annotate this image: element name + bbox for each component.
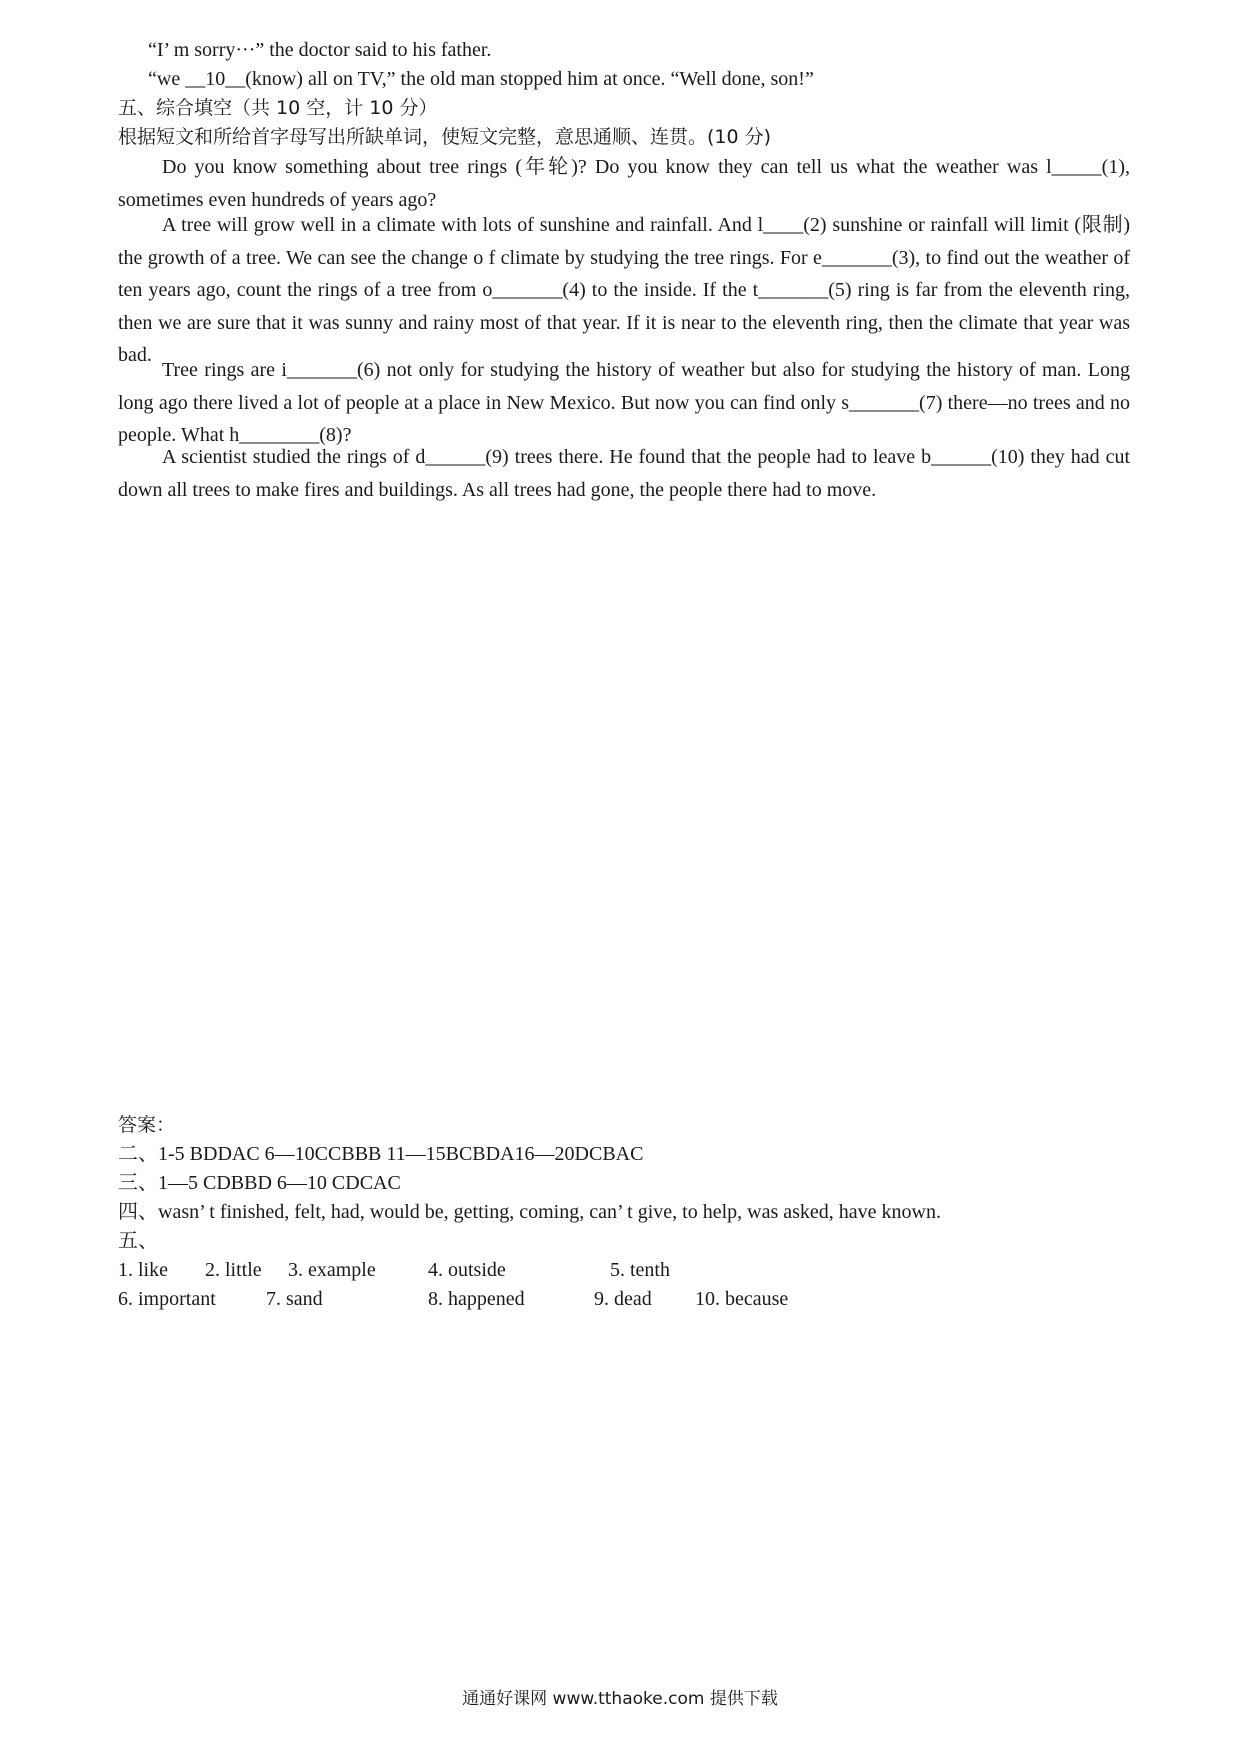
passage-paragraph-3: Tree rings are i_______(6) not only for studying the history of weather but also for studying the history of man. Long long ago there lived a lot of people at a place in New Mexico. But now you can find only s_______(7) there—no trees and no people. What h________(8)?: [118, 359, 1130, 446]
answers-section-5-row-1: [118, 1258, 1018, 1282]
answer-item: 5. tenth: [610, 1259, 670, 1281]
answers-section-4: 四、wasn’ t finished, felt, had, would be, getting, coming, can’ t give, to help, was asked, have known.: [118, 1201, 941, 1223]
answers-section-3: 三、1—5 CDBBD 6—10 CDCAC: [118, 1172, 401, 1194]
passage-paragraph-1: Do you know something about tree rings (年轮)? Do you know they can tell us what the weather was l_____(1), sometimes even hundreds of years ago?: [118, 156, 1130, 211]
section-instruction: 根据短文和所给首字母写出所缺单词，使短文完整，意思通顺、连贯。(10 分): [118, 126, 772, 148]
answer-item: 3. example: [288, 1259, 376, 1281]
answer-item: 8. happened: [428, 1288, 525, 1310]
answer-item: 7. sand: [266, 1288, 323, 1310]
dialogue-line-2: “we __10__(know) all on TV,” the old man stopped him at once. “Well done, son!”: [148, 68, 814, 90]
page-footer: 通通好课网 www.tthaoke.com 提供下载: [462, 1689, 778, 1709]
answer-item: 10. because: [695, 1288, 789, 1310]
passage-paragraph-4: A scientist studied the rings of d______(9) trees there. He found that the people had to leave b______(10) they had cut down all trees to make fires and buildings. As all trees had gone, the people there had to move.: [118, 446, 1130, 501]
answer-item: 9. dead: [594, 1288, 652, 1310]
section-heading: 五、综合填空（共 10 空，计 10 分）: [118, 97, 438, 119]
answer-item: 4. outside: [428, 1259, 506, 1281]
answers-section-5-row-2: [118, 1287, 1018, 1311]
passage-paragraph-2: A tree will grow well in a climate with lots of sunshine and rainfall. And l____(2) sunshine or rainfall will limit (限制) the growth of a tree. We can see the change o f climate by studying the tree rings. For e_______(3), to find out the weather of ten years ago, count the rings of a tree from o_______(4) to the inside. If the t_______(5) ring is far from the eleventh ring, then we are sure that it was sunny and rainy most of that year. If it is near to the eleventh ring, then the climate that year was bad.: [118, 214, 1130, 366]
answers-section-5-label: 五、: [118, 1230, 158, 1252]
answer-item: 6. important: [118, 1288, 216, 1310]
answers-section-2: 二、1-5 BDDAC 6—10CCBBB 11—15BCBDA16—20DCBAC: [118, 1143, 644, 1165]
answer-item: 1. like: [118, 1259, 168, 1281]
answers-title: 答案：: [118, 1114, 176, 1136]
dialogue-line-1: “I’ m sorry···” the doctor said to his father.: [148, 39, 492, 61]
answer-item: 2. little: [205, 1259, 262, 1281]
